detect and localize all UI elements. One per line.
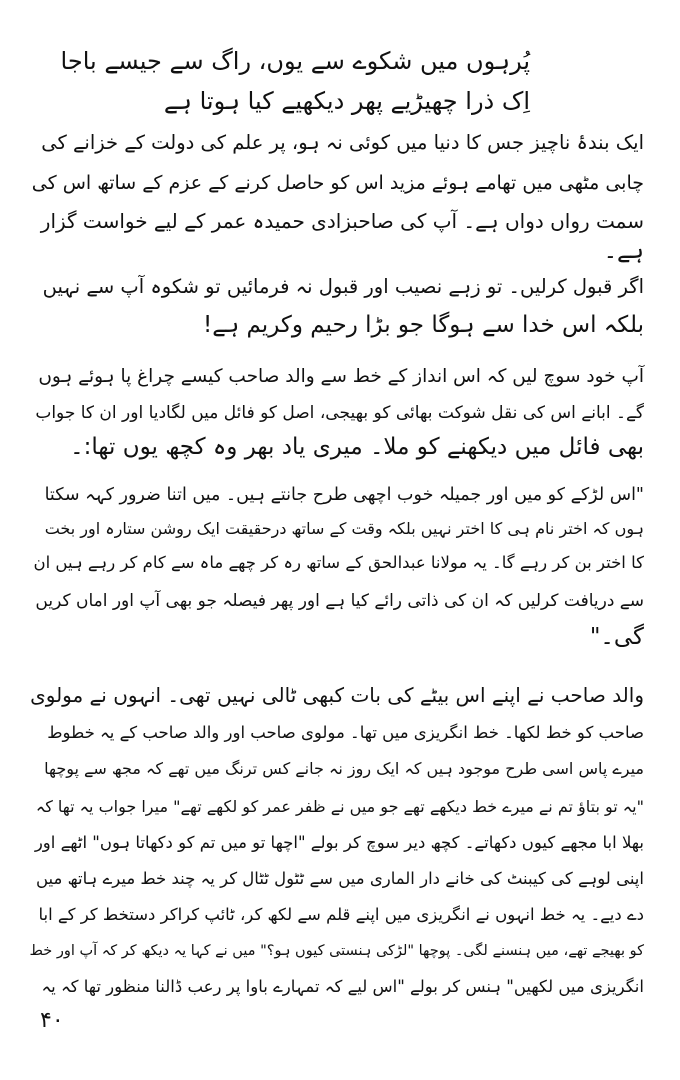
paragraph-line: "یہ تو بتاؤ تم نے میرے خط دیکھے تھے جو میں نے ظفر عمر کو لکھے تھے" میرا جواب یہ تھا کہ: [35, 797, 644, 816]
paragraph-line: چابی مٹھی میں تھامے ہوئے مزید اس کو حاصل کرنے کے عزم کے ساتھ اس کی: [31, 172, 644, 194]
quote-line: ہوں کہ اختر نام ہی کا اختر نہیں بلکہ وقت کے ساتھ درحقیقت ایک روشن ستارہ اور بخت: [44, 519, 644, 538]
quote-line: کا اختر بن کر رہے گا۔ یہ مولانا عبدالحق کے ساتھ رہ کر چھے ماہ سے کام کر رہے ہیں ان: [33, 553, 644, 572]
paragraph-line: ہے۔: [603, 238, 644, 264]
paragraph-line: بلکہ اس خدا سے ہوگا جو بڑا رحیم وکریم ہے!: [203, 312, 644, 338]
paragraph-line: اپنی لوہے کی کیبنٹ کی خانے دار الماری میں سے ٹٹول ٹٹال کر یہ چند خط میرے ہاتھ میں: [35, 869, 644, 888]
paragraph-line: والد صاحب نے اپنے اس بیٹے کی بات کبھی ٹالی نہیں تھی۔ انہوں نے مولوی: [30, 683, 644, 707]
paragraph-line: صاحب کو خط لکھا۔ خط انگریزی میں تھا۔ مولوی صاحب اور والد صاحب کے یہ خطوط: [47, 723, 644, 742]
page-number: ۴۰: [40, 1008, 64, 1033]
paragraph-line: انگریزی میں لکھیں" ہنس کر بولے "اس لیے کہ تمہارے باوا پر رعب ڈالنا منظور تھا کہ یہ: [41, 977, 644, 996]
paragraph-line: بھلا ابا مجھے کیوں دکھاتے۔ کچھ دیر سوچ کر بولے "اچھا تو میں تم کو دکھاتا ہوں" اٹھے اور: [34, 833, 644, 852]
paragraph-line: گے۔ ابانے اس کی نقل شوکت بھائی کو بھیجی، اصل کو فائل میں لگادیا اور ان کا جواب: [35, 403, 644, 423]
paragraph-line: آپ خود سوچ لیں کہ اس انداز کے خط سے والد صاحب کیسے چراغ پا ہوئے ہوں: [38, 366, 644, 387]
verse-line: پُرہوں میں شکوے سے یوں، راگ سے جیسے باجا: [60, 47, 530, 75]
quote-line: سے دریافت کرلیں کہ ان کی ذاتی رائے کیا ہے اور پھر فیصلہ جو بھی آپ اور اماں کریں: [35, 591, 644, 611]
paragraph-line: سمت رواں دواں ہے۔ آپ کی صاحبزادی حمیدہ عمر کے لیے خواست گزار: [40, 209, 644, 233]
paragraph-line: ایک بندۂ ناچیز جس کا دنیا میں کوئی نہ ہو، پر علم کی دولت کے خزانے کی: [41, 131, 644, 154]
quote-line: گی۔": [589, 624, 644, 650]
paragraph-line: کو بھیجے تھے، میں ہنسنے لگی۔ پوچھا "لڑکی ہنستی کیوں ہو؟" میں نے کہا یہ دیکھ کر کہ آپ اور خط: [29, 943, 644, 959]
verse-line: اِک ذرا چھیڑیے پھر دیکھیے کیا ہوتا ہے: [163, 87, 530, 115]
paragraph-line: دے دیے۔ یہ خط انہوں نے انگریزی میں اپنے قلم سے لکھ کر، ٹائپ کراکر دستخط کر کے ابا: [38, 905, 644, 924]
paragraph-line: اگر قبول کرلیں۔ تو زہے نصیب اور قبول نہ فرمائیں تو شکوہ آپ سے نہیں: [42, 275, 644, 298]
paragraph-line: میرے پاس اسی طرح موجود ہیں کہ ایک روز نہ جانے کس ترنگ میں تھے کہ مجھ سے پوچھا: [44, 759, 644, 778]
quote-line: "اس لڑکے کو میں اور جمیلہ خوب اچھی طرح جانتے ہیں۔ میں اتنا ضرور کہہ سکتا: [44, 485, 644, 505]
paragraph-line: بھی فائل میں دیکھنے کو ملا۔ میری یاد بھر وہ کچھ یوں تھا:۔: [70, 434, 644, 460]
